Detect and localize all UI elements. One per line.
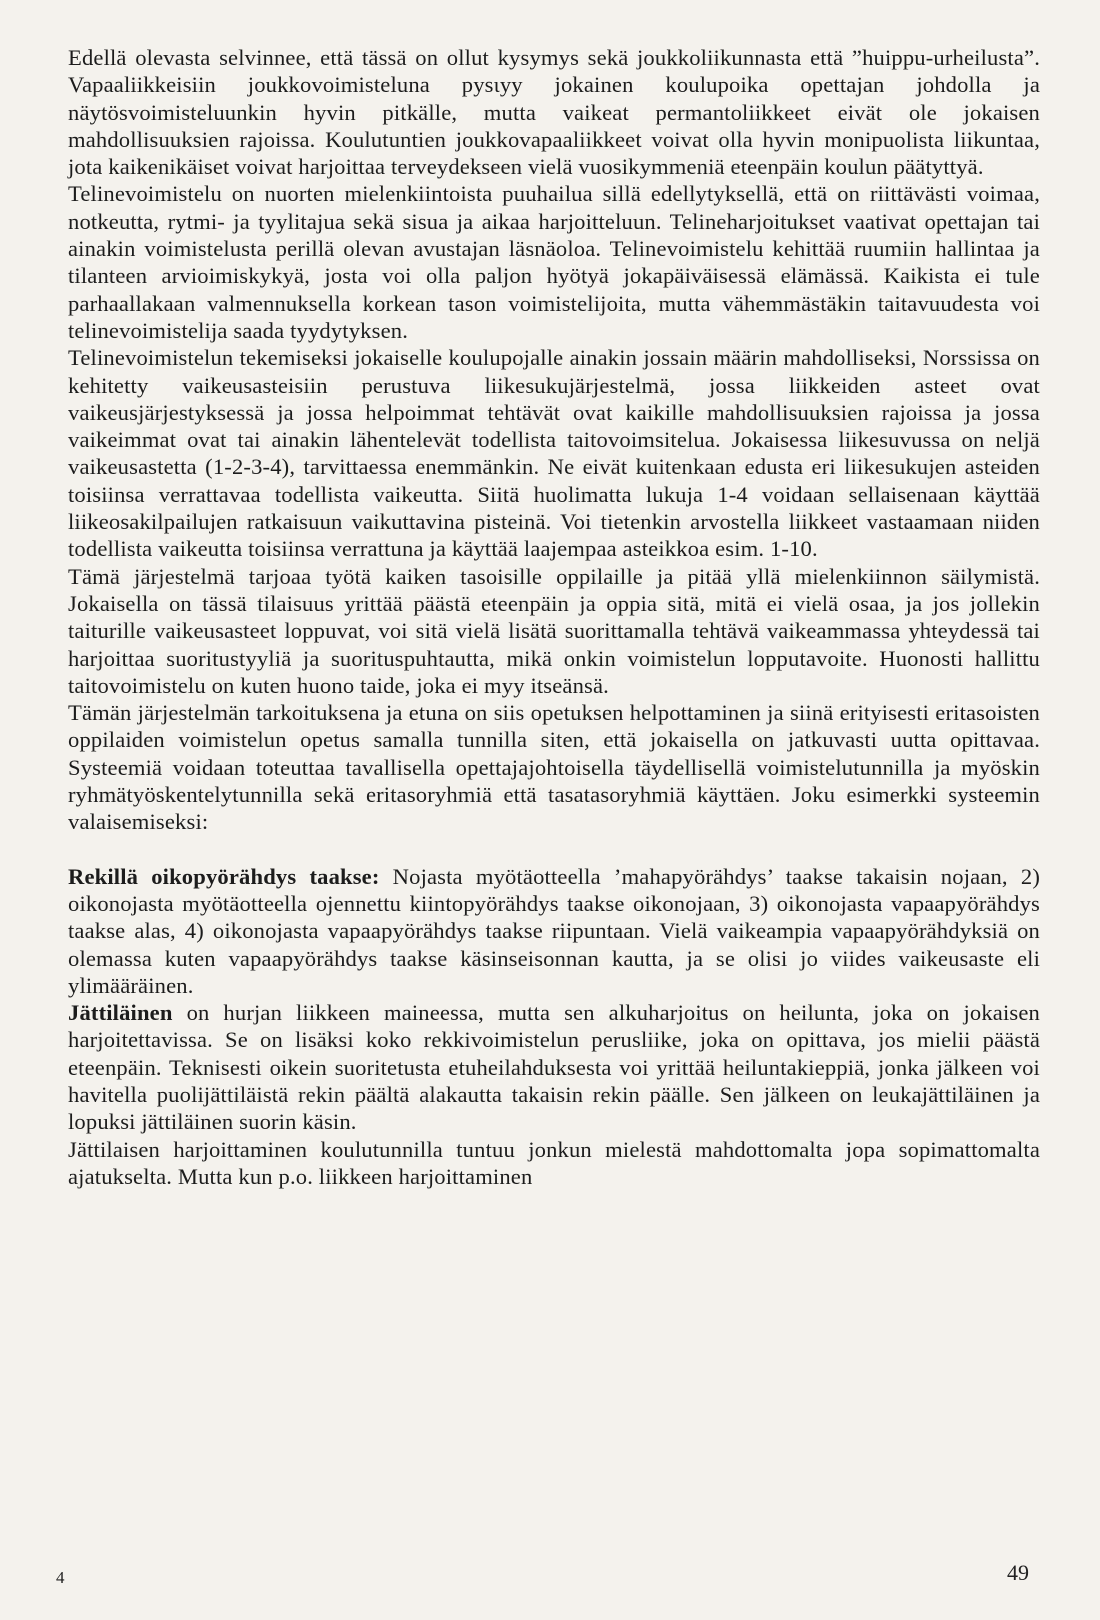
paragraph-7: [68, 999, 1040, 1135]
run-in-heading-rekilla: Rekillä oikopyörähdys taakse:: [68, 863, 380, 889]
body-text: [68, 44, 1040, 1190]
paragraph-4: Tämä järjestelmä tarjoaa työtä kaiken tasoisille oppilaille ja pitää yllä mielenkiinnon säilymistä. Jokaisella on tässä tilaisuus yrittää päästä eteenpäin ja oppia sitä, mitä ei vielä osaa, ja jos jollekin taiturille vaikeusasteet loppuvat, voi sitä vielä lisätä suorittamalla tehtävä vaikeammassa yhteydessä tai harjoittaa suoritustyyliä ja suorituspuhtautta, mikä onkin voimistelun lopputavoite. Huonosti hallittu taitovoimistelu on kuten huono taide, joka ei myy itseänsä.: [68, 563, 1040, 698]
paragraph-2: Telinevoimistelu on nuorten mielenkiintoista puuhailua sillä edellytyksellä, että on riittävästi voimaa, notkeutta, rytmi- ja tyylitajua sekä sisua ja aikaa harjoitteluun. Telineharjoitukset vaativat opettajan tai ainakin voimistelusta perillä olevan avustajan läsnäoloa. Telinevoimistelu kehittää ruumiin hallintaa ja tilanteen arvioimiskykyä, josta voi olla paljon hyötyä jokapäiväisessä elämässä. Kaikista ei tule parhaallakaan valmennuksella korkean tason voimistelijoita, mutta vähemmästäkin taitavuudesta voi telinevoimistelija saada tyydytyksen.: [68, 181, 1040, 343]
paragraph-5: Tämän järjestelmän tarkoituksena ja etuna on siis opetuksen helpottaminen ja siinä erityisesti eritasoisten oppilaiden voimistelun opetus samalla tunnilla siten, että jokaisella on jatkuvasti uutta opittavaa. Systeemiä voidaan toteuttaa tavallisella opettajajohtoisella täydellisellä voimistelutunnilla ja myöskin ryhmätyöskentelytunnilla sekä eritasoryhmiä että tasatasoryhmiä käyttäen. Joku esimerkki systeemin valaisemiseksi:: [68, 700, 1040, 835]
paragraph-6: [68, 863, 1040, 999]
paragraph-8: Jättilaisen harjoittaminen koulutunnilla tuntuu jonkun mielestä mahdottomalta jopa sopimattomalta ajatukselta. Mutta kun p.o. liikkeen harjoittaminen: [68, 1136, 1040, 1189]
paragraph-6-body: Nojasta myötäotteella ’mahapyörähdys’ taakse takaisin nojaan, 2) oikonojasta myötäotteella ojennettu kiintopyörähdys taakse oikonojaan, 3) oikonojasta vapaapyörähdys taakse alas, 4) oikonojasta vapaapyörähdys taakse riipuntaan. Vielä vaikeampia vapaapyörähdyksiä on olemassa kuten vapaapyörähdys taakse käsinseisonnan kautta, ja se olisi jo viides vaikeusaste eli ylimääräinen.: [68, 863, 1040, 998]
page-number: 49: [1007, 1560, 1029, 1585]
paragraph-3: Telinevoimistelun tekemiseksi jokaiselle koulupojalle ainakin jossain määrin mahdolliseksi, Norssissa on kehitetty vaikeusasteisiin perustuva liikesukujärjestelmä, jossa liikkeiden asteet ovat vaikeusjärjestyksessä ja jossa helpoimmat tehtävät ovat kaikille mahdollisuuksien rajoissa ja jossa vaikeimmat ovat tai ainakin lähentelevät todellista taitovoimsitelua. Jokaisessa liikesuvussa on neljä vaikeusastetta (1-2-3-4), tarvittaessa enemmänkin. Ne eivät kuitenkaan edusta eri liikesukujen asteiden toisiinsa verrattavaa todellista vaikeutta. Siitä huolimatta lukuja 1-4 voidaan sellaisenaan käyttää liikeosakilpailujen ratkaisuun vaikuttavina pisteinä. Voi tietenkin arvostella liikkeet vastaamaan niiden todellista vaikeutta toisiinsa verrattuna ja käyttää laajempaa asteikkoa esim. 1-10.: [68, 345, 1040, 562]
signature-mark: 4: [56, 1568, 65, 1587]
run-in-heading-jattilainen: Jättiläinen: [68, 1000, 173, 1026]
paragraph-1: Edellä olevasta selvinnee, että tässä on ollut kysymys sekä joukkoliikunnasta että ”huippu-urheilusta”. Vapaaliikkeisiin joukkovoimisteluna pysιyy jokainen koulupoika opettajan johdolla ja näytösvoimisteluunkin hyvin pitkälle, mutta vaikeat permantoliikkeet eivät ole jokaisen mahdollisuuksien rajoissa. Koulutuntien joukkovapaaliikkeet voivat olla hyvin monipuolista liikuntaa, jota kaikenikäiset voivat harjoittaa terveydekseen vielä vuosikymmeniä eteenpäin koulun päätyttyä.: [68, 45, 1040, 180]
paragraph-7-body: on hurjan liikkeen maineessa, mutta sen alkuharjoitus on heiluntа, joka on jokaisen harjoitettavissa. Se on lisäksi koko rekkivoimistelun perusliike, joka on opittava, jos mielii päästä eteenpäin. Teknisesti oikein suoritetusta etuheilahduksesta voi yrittää heiluntakieppiä, jonka jälkeen voi havitella puolijättiläistä rekin päältä alakautta takaisin rekin päälle. Sen jälkeen on leukajättiläinen ja lopuksi jättiläinen suorin käsin.: [68, 1000, 1040, 1135]
